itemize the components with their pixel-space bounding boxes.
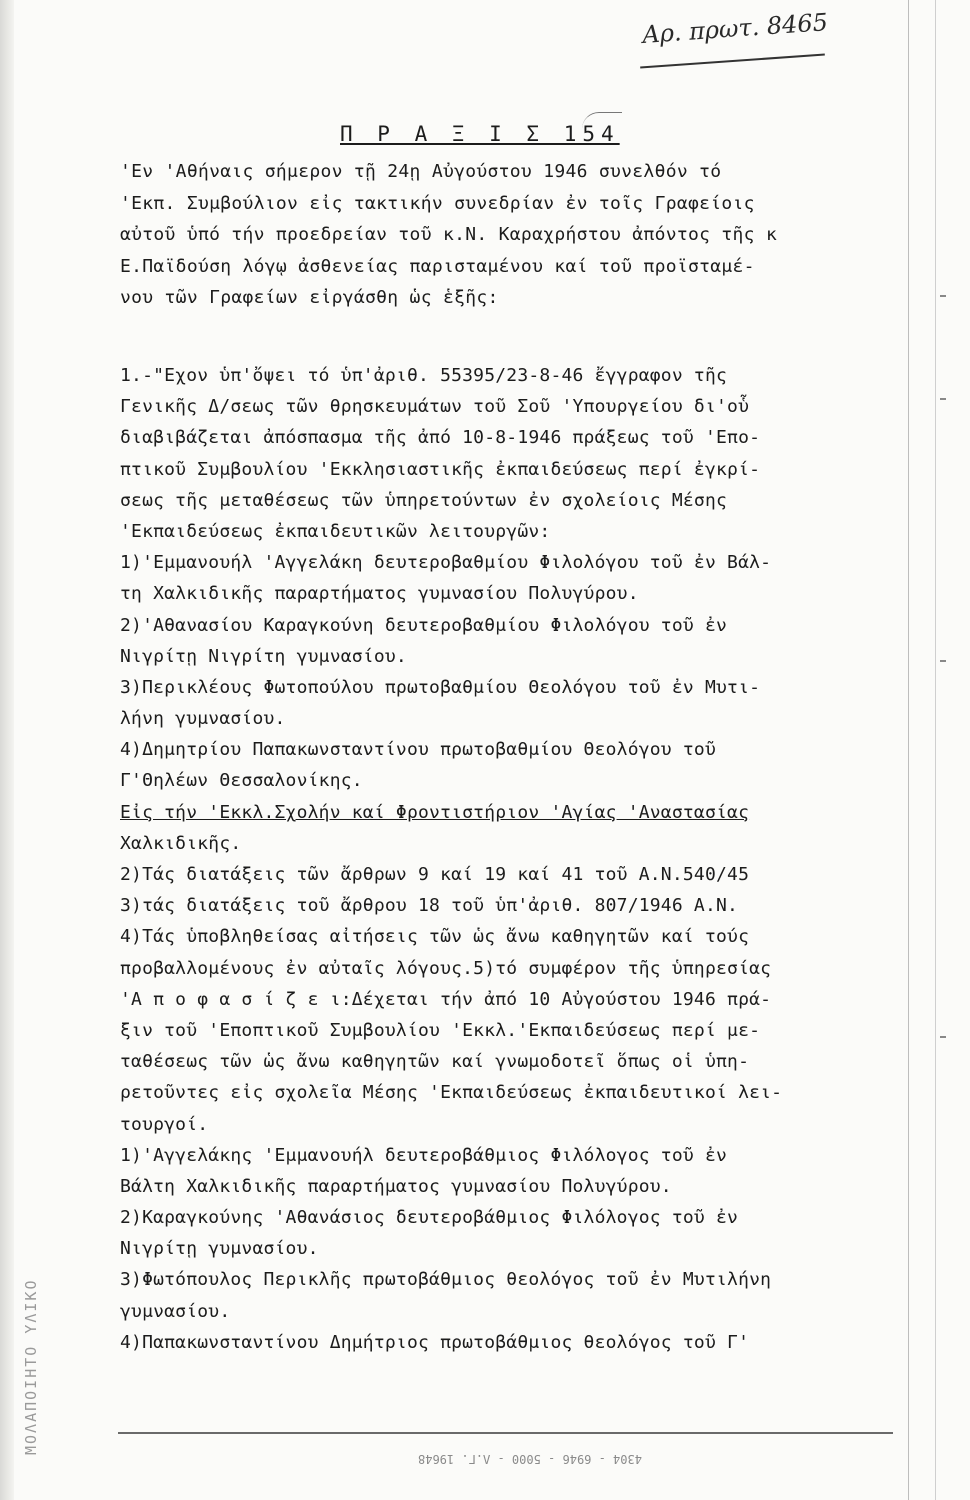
text-line: Ε.Παϊδούση λόγῳ ἀσθενείας παρισταμένου καί τοῦ προϊσταμέ- <box>120 255 755 277</box>
text-line: σεως τῆς μεταθέσεως τῶν ὑπηρετούντων ἐν σχολείοις Μέσης <box>120 489 728 511</box>
text-line: 2)'Αθανασίου Καραγκούνη δευτεροβαθμίου Φιλολόγου τοῦ ἐν <box>120 614 728 636</box>
text-line: 2)Τάς διατάξεις τῶν ἄρθρων 9 καί 19 καί 41 τοῦ Α.Ν.540/45 <box>120 864 750 885</box>
text-line: 4)Δημητρίου Παπακωνσταντίνου πρωτοβαθμίου Θεολόγου τοῦ <box>120 739 716 761</box>
text-line: 4)Τάς ὑποβληθείσας αἰτήσεις τῶν ὡς ἄνω καθηγητῶν καί τούς <box>120 926 750 948</box>
text-line: νου τῶν Γραφείων εἰργάσθη ὡς ἑξῆς: <box>120 287 499 308</box>
text-line: Νιγρίτῃ γυμνασίου. <box>120 1238 319 1260</box>
text-line: ξιν τοῦ 'Εποπτικοῦ Συμβουλίου 'Εκκλ.'Εκπαιδεύσεως περί με- <box>120 1019 761 1041</box>
text-line: αὐτοῦ ὑπό τήν προεδρείαν τοῦ κ.Ν. Καραχρήστου ἀπόντος τῆς κ <box>120 224 778 245</box>
right-margin-line <box>908 0 909 1500</box>
text-line: τουργοί. <box>120 1113 209 1135</box>
intro-paragraph <box>120 156 900 314</box>
footer-rule <box>118 1432 893 1434</box>
printer-imprint: 4304 - 6946 - 5000 - Λ.Γ. 19648 <box>418 1452 642 1466</box>
page-edge-shadow <box>0 0 14 1500</box>
margin-tick <box>940 398 946 400</box>
text-line: 3)Περικλέους Φωτοπούλου πρωτοβαθμίου Θεολόγου τοῦ ἐν Μυτι- <box>120 676 761 698</box>
text-line: 'Εν 'Αθήναις σήμερον τῇ 24ῃ Αὐγούστου 1946 συνελθόν τό <box>120 161 722 182</box>
margin-tick <box>940 295 946 297</box>
text-line: 1)'Εμμανουήλ 'Αγγελάκη δευτεροβαθμίου Φιλολόγου τοῦ ἐν Βάλ- <box>120 552 772 574</box>
text-line: Εἰς τήν 'Εκκλ.Σχολήν καί Φροντιστήριον 'Αγίας 'Αναστασίας <box>120 801 750 823</box>
text-line: Νιγρίτῃ Νιγρίτη γυμνασίου. <box>120 645 407 667</box>
text-line: 'Α π ο φ α σ ί ζ ε ι:Δέχεται τήν ἀπό 10 Αὐγούστου 1946 πρά- <box>120 988 772 1010</box>
right-margin-line-2 <box>935 0 936 1500</box>
spine-watermark-text: ΜΟΛΑΠΟΙΗΤΟ ΥΛΙΚΟ <box>22 1278 40 1455</box>
text-line: 4)Παπακωνσταντίνου Δημήτριος πρωτοβάθμιος θεολόγος τοῦ Γ' <box>120 1331 750 1353</box>
text-line: 3)Φωτόπουλος Περικλῆς πρωτοβάθμιος θεολόγος τοῦ ἐν Μυτιλήνη <box>120 1269 772 1291</box>
text-line: 1)'Αγγελάκης 'Εμμανουήλ δευτεροβάθμιος Φιλόλογος τοῦ ἐν <box>120 1144 728 1166</box>
text-line: ρετοῦντες εἰς σχολεῖα Μέσης 'Εκπαιδεύσεως ἐκπαιδευτικοί λει- <box>120 1082 783 1104</box>
text-line: γυμνασίου. <box>120 1300 231 1322</box>
text-line: Γ'Θηλέων Θεσσαλονίκης. <box>120 770 363 792</box>
title-pen-mark <box>582 112 622 129</box>
text-line: Χαλκιδικῆς. <box>120 832 242 854</box>
text-line: 2)Καραγκούνης 'Αθανάσιος δευτεροβάθμιος Φιλόλογος τοῦ ἐν <box>120 1207 739 1229</box>
text-line: 3)τάς διατάξεις τοῦ ἄρθρου 18 τοῦ ὑπ'ἀριθ. 807/1946 Α.Ν. <box>120 895 739 917</box>
text-line: πτικοῦ Συμβουλίου 'Εκκλησιαστικῆς ἐκπαιδεύσεως περί ἐγκρί- <box>120 458 761 480</box>
handwritten-protocol-number: Αρ. πρωτ. 8465 <box>641 8 829 49</box>
text-line: Γενικῆς Δ/σεως τῶν θρησκευμάτων τοῦ Σοῦ 'Υπουργείου δι'οὗ <box>120 396 750 418</box>
text-line: 'Εκπαιδεύσεως ἐκπαιδευτικῶν λειτουργῶν: <box>120 520 551 542</box>
body-text <box>120 360 900 1358</box>
margin-tick <box>940 660 946 662</box>
text-line: λήνη γυμνασίου. <box>120 708 286 730</box>
text-line: διαβιβάζεται ἀπόσπασμα τῆς ἀπό 10-8-1946 πράξεως τοῦ 'Επο- <box>120 427 761 449</box>
text-line: 1.-"Εχον ὑπ'ὄψει τό ὑπ'ἀριθ. 55395/23-8-46 ἔγγραφον τῆς <box>120 365 728 386</box>
page-title: Π Ρ Α Ξ Ι Σ 154 <box>340 122 620 146</box>
text-line: προβαλλομένους ἐν αὐταῖς λόγους.5)τό συμφέρον τῆς ὑπηρεσίας <box>120 957 772 979</box>
text-line: 'Εκπ. Συμβούλιον εἰς τακτικήν συνεδρίαν ἐν τοῖς Γραφείοις <box>120 192 755 214</box>
text-line: ταθέσεως τῶν ὡς ἄνω καθηγητῶν καί γνωμοδοτεῖ ὅπως οἱ ὑπη- <box>120 1051 750 1073</box>
text-line: τη Χαλκιδικῆς παραρτήματος γυμνασίου Πολυγύρου. <box>120 583 639 605</box>
margin-tick <box>940 1036 946 1038</box>
text-line: Βάλτη Χαλκιδικῆς παραρτήματος γυμνασίου Πολυγύρου. <box>120 1175 672 1197</box>
